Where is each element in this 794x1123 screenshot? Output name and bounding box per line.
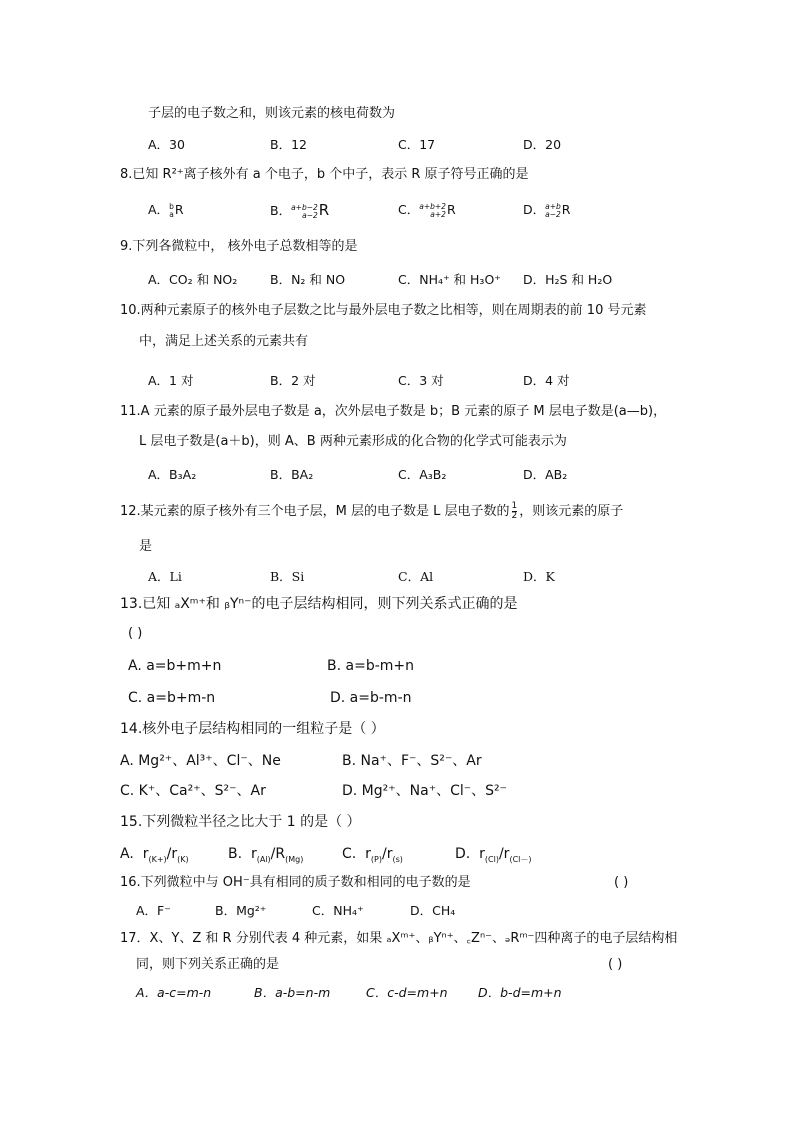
q8-option-b-label: B． — [270, 203, 292, 218]
q17-answer-paren: ( ) — [608, 957, 623, 972]
q11-stem-line2: L 层电子数是(a＋b)，则 A、B 两种元素形成的化合物的化学式可能表示为 — [139, 434, 567, 449]
q13-option-a: A. a=b+m+n — [128, 658, 222, 674]
q9-option-a: A．CO₂ 和 NO₂ — [148, 272, 238, 287]
q8-option-c-mass: a+b+2 — [419, 201, 446, 211]
q15-option-b — [228, 845, 303, 863]
q9-stem: 9.下列各微粒中， 核外电子总数相等的是 — [120, 239, 358, 254]
q16-option-b: B．Mg²⁺ — [215, 903, 267, 918]
q8-option-c-symbol: R — [446, 202, 456, 217]
q8-option-d-mass: a+b — [545, 201, 561, 211]
q8-option-d-atomic-number: a−2 — [545, 209, 561, 219]
q15-option-d-sub2: (Cl－) — [509, 854, 532, 864]
q14-option-b: B. Na⁺、F⁻、S²⁻、Ar — [342, 753, 482, 769]
q10-option-c: C．3 对 — [398, 373, 444, 388]
q8-option-c-atomic-number: a+2 — [430, 209, 446, 219]
q12-stem-text: 12.某元素的原子核外有三个电子层，M 层的电子数是 L 层电子数的 — [120, 504, 510, 519]
q12-stem-line1 — [120, 502, 623, 521]
q15-option-d-sub1: (Cl) — [484, 854, 499, 864]
q16-answer-paren: ( ) — [614, 875, 629, 890]
q12-fraction-numerator: 1 — [511, 501, 518, 511]
q15-option-d — [455, 845, 532, 863]
q8-option-a-nuclide — [169, 203, 174, 219]
q9-option-c: C．NH₄⁺ 和 H₃O⁺ — [398, 272, 501, 287]
q11-option-a: A．B₃A₂ — [148, 467, 197, 482]
q12-option-a: A．Li — [148, 569, 182, 584]
q16-option-c: C．NH₄⁺ — [312, 903, 364, 918]
q13-option-d: D. a=b-m-n — [330, 690, 412, 706]
q17-option-d: D．b-d=m+n — [478, 985, 562, 1000]
q14-option-d: D. Mg²⁺、Na⁺、Cl⁻、S²⁻ — [342, 783, 508, 799]
q7-option-d: D．20 — [523, 137, 562, 152]
q11-option-d: D．AB₂ — [523, 467, 568, 482]
q15-option-c-r1: r — [365, 846, 371, 862]
q15-option-d-label: D. — [455, 846, 471, 862]
q13-answer-paren: ( ) — [128, 626, 143, 641]
q17-stem-line2: 同，则下列关系正确的是 — [136, 957, 280, 972]
q8-option-a-label: A． — [148, 202, 170, 217]
q17-option-b: B．a-b=n-m — [254, 985, 331, 1000]
q15-option-c — [342, 845, 403, 863]
q7-option-b: B．12 — [270, 137, 307, 152]
q8-option-a-mass: b — [169, 201, 174, 211]
q12-option-d: D．K — [523, 569, 555, 584]
q13-option-c: C. a=b+m-n — [128, 690, 216, 706]
q9-option-d: D．H₂S 和 H₂O — [523, 272, 613, 287]
q11-stem-line1: 11.A 元素的原子最外层电子数是 a，次外层电子数是 b；B 元素的原子 M 层电子数是(a—b)， — [120, 404, 667, 419]
q10-stem-line1: 10.两种元素原子的核外电子层数之比与最外层电子数之比相等，则在周期表的前 10 号元素 — [120, 303, 647, 318]
q13-stem: 13.已知 ₐXᵐ⁺和 ᵦYⁿ⁻的电子层结构相同，则下列关系式正确的是 — [120, 596, 518, 612]
q15-option-a-sub1: (K+) — [148, 854, 167, 864]
q8-option-c-label: C． — [398, 202, 420, 217]
q12-option-b: B．Si — [270, 569, 305, 584]
q8-option-a — [148, 201, 184, 219]
q16-stem: 16.下列微粒中与 OH⁻具有相同的质子数和相同的电子数的是 — [120, 875, 471, 890]
q14-option-c: C. K⁺、Ca²⁺、S²⁻、Ar — [120, 783, 266, 799]
q8-option-b-nuclide — [291, 204, 318, 220]
q12-stem-line2: 是 — [139, 539, 153, 554]
q8-option-d — [523, 201, 570, 219]
q14-option-a: A. Mg²⁺、Al³⁺、Cl⁻、Ne — [120, 753, 281, 769]
q15-option-a-r1: r — [142, 846, 149, 862]
q15-option-a-label: A. — [120, 846, 134, 862]
q8-option-b-mass: a+b−2 — [291, 202, 318, 212]
q8-option-a-symbol: R — [174, 202, 184, 217]
q15-option-c-sub2: (s) — [392, 854, 403, 864]
q8-option-d-label: D． — [523, 202, 546, 217]
q16-option-a: A．F⁻ — [136, 903, 171, 918]
q7-stem-cont: 子层的电子数之和，则该元素的核电荷数为 — [148, 106, 396, 121]
q7-option-a: A．30 — [148, 137, 185, 152]
q11-option-b: B．BA₂ — [270, 467, 314, 482]
q15-option-a-r2: /r — [166, 846, 178, 862]
q17-option-c: C．c-d=m+n — [366, 985, 448, 1000]
q15-option-c-r2: /r — [381, 846, 393, 862]
q15-option-d-r2: /r — [498, 846, 510, 862]
q15-option-a — [120, 845, 189, 863]
q15-option-a-sub2: (K) — [177, 854, 189, 864]
q16-option-d: D．CH₄ — [410, 903, 456, 918]
q12-stem-tail: ，则该元素的原子 — [519, 504, 624, 519]
q12-option-c: C．Al — [398, 569, 434, 584]
q8-option-b — [270, 201, 329, 220]
q8-option-b-symbol: R — [318, 201, 330, 219]
q10-option-d: D．4 对 — [523, 373, 570, 388]
q15-option-b-label: B. — [228, 846, 243, 862]
q12-fraction — [512, 502, 518, 521]
q12-fraction-denominator: 2 — [511, 511, 518, 521]
q15-option-b-r2: /R — [270, 846, 286, 862]
q7-option-c: C．17 — [398, 137, 436, 152]
q15-option-c-label: C. — [342, 846, 357, 862]
q15-stem: 15.下列微粒半径之比大于 1 的是（ ） — [120, 814, 361, 830]
q15-option-b-sub2: (Mg) — [285, 854, 304, 864]
q9-option-b: B．N₂ 和 NO — [270, 272, 346, 287]
q8-option-c — [398, 201, 456, 219]
q11-option-c: C．A₃B₂ — [398, 467, 447, 482]
q17-stem-line1: 17．X、Y、Z 和 R 分别代表 4 种元素，如果 ₐXᵐ⁺、ᵦYⁿ⁺、꜀Zⁿ⁻、ₔRᵐ⁻四种离子的电子层结构相 — [120, 931, 678, 946]
q15-option-d-r1: r — [479, 846, 485, 862]
q8-option-b-atomic-number: a−2 — [302, 210, 318, 220]
q15-option-b-r1: r — [250, 846, 257, 862]
q15-option-b-sub1: (Al) — [256, 854, 271, 864]
q10-option-a: A．1 对 — [148, 373, 194, 388]
q8-option-a-atomic-number: a — [169, 209, 174, 219]
q10-option-b: B．2 对 — [270, 373, 316, 388]
q10-stem-line2: 中，满足上述关系的元素共有 — [139, 334, 309, 349]
q8-option-d-nuclide — [545, 203, 561, 219]
q15-option-c-sub1: (P) — [370, 854, 382, 864]
q13-option-b: B. a=b-m+n — [327, 658, 414, 674]
q8-option-d-symbol: R — [561, 202, 571, 217]
q17-option-a: A．a-c=m-n — [136, 985, 212, 1000]
q14-stem: 14.核外电子层结构相同的一组粒子是（ ） — [120, 721, 385, 737]
q8-option-c-nuclide — [419, 203, 446, 219]
q8-stem: 8.已知 R²⁺离子核外有 a 个电子，b 个中子，表示 R 原子符号正确的是 — [120, 167, 529, 182]
